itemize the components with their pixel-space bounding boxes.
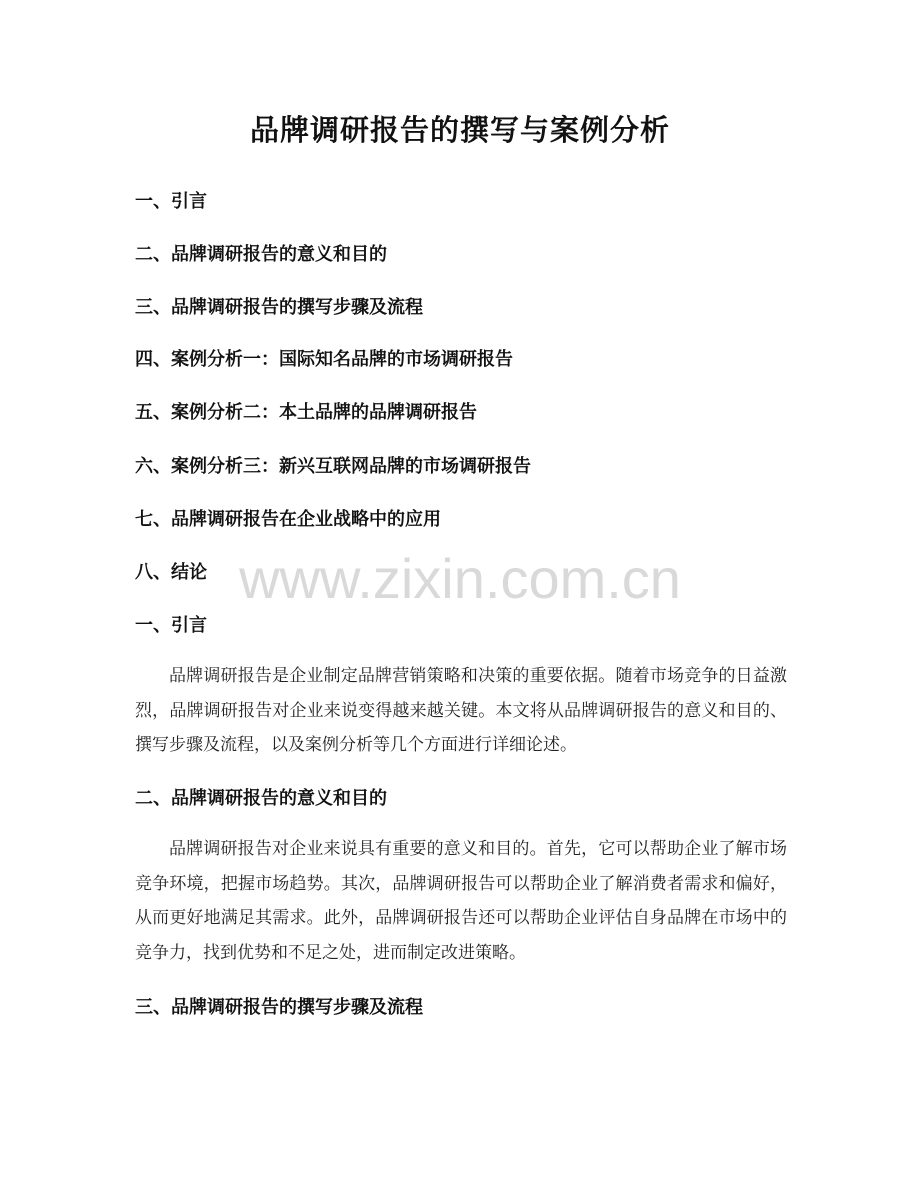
section-heading: 三、品牌调研报告的撰写步骤及流程 bbox=[135, 997, 423, 1018]
watermark: www.zixin.com.cn bbox=[239, 547, 681, 610]
document-title: 品牌调研报告的撰写与案例分析 bbox=[249, 113, 670, 147]
section-paragraph: 品牌调研报告是企业制定品牌营销策略和决策的重要依据。随着市场竞争的日益激烈，品牌调研报告对企业来说变得越来越关键。本文将从品牌调研报告的意义和目的、撰写步骤及流程，以及案例分析等几个方面进行详细论述。 bbox=[135, 666, 787, 755]
toc-item: 四、案例分析一：国际知名品牌的市场调研报告 bbox=[135, 349, 513, 370]
toc-item: 一、引言 bbox=[135, 191, 207, 212]
toc-item: 六、案例分析三：新兴互联网品牌的市场调研报告 bbox=[135, 456, 531, 477]
section-paragraph: 品牌调研报告对企业来说具有重要的意义和目的。首先，它可以帮助企业了解市场竞争环境，把握市场趋势。其次，品牌调研报告可以帮助企业了解消费者需求和偏好，从而更好地满足其需求。此外，品牌调研报告还可以帮助企业评估自身品牌在市场中的竞争力，找到优势和不足之处，进而制定改进策略。 bbox=[135, 839, 787, 963]
toc-item: 三、品牌调研报告的撰写步骤及流程 bbox=[135, 297, 423, 318]
toc-item: 八、结论 bbox=[135, 562, 207, 583]
toc-item: 七、品牌调研报告在企业战略中的应用 bbox=[135, 509, 441, 530]
section-heading: 一、引言 bbox=[135, 615, 207, 636]
toc-item: 五、案例分析二：本土品牌的品牌调研报告 bbox=[135, 402, 477, 423]
toc-item: 二、品牌调研报告的意义和目的 bbox=[135, 244, 387, 265]
section-heading: 二、品牌调研报告的意义和目的 bbox=[135, 788, 387, 809]
